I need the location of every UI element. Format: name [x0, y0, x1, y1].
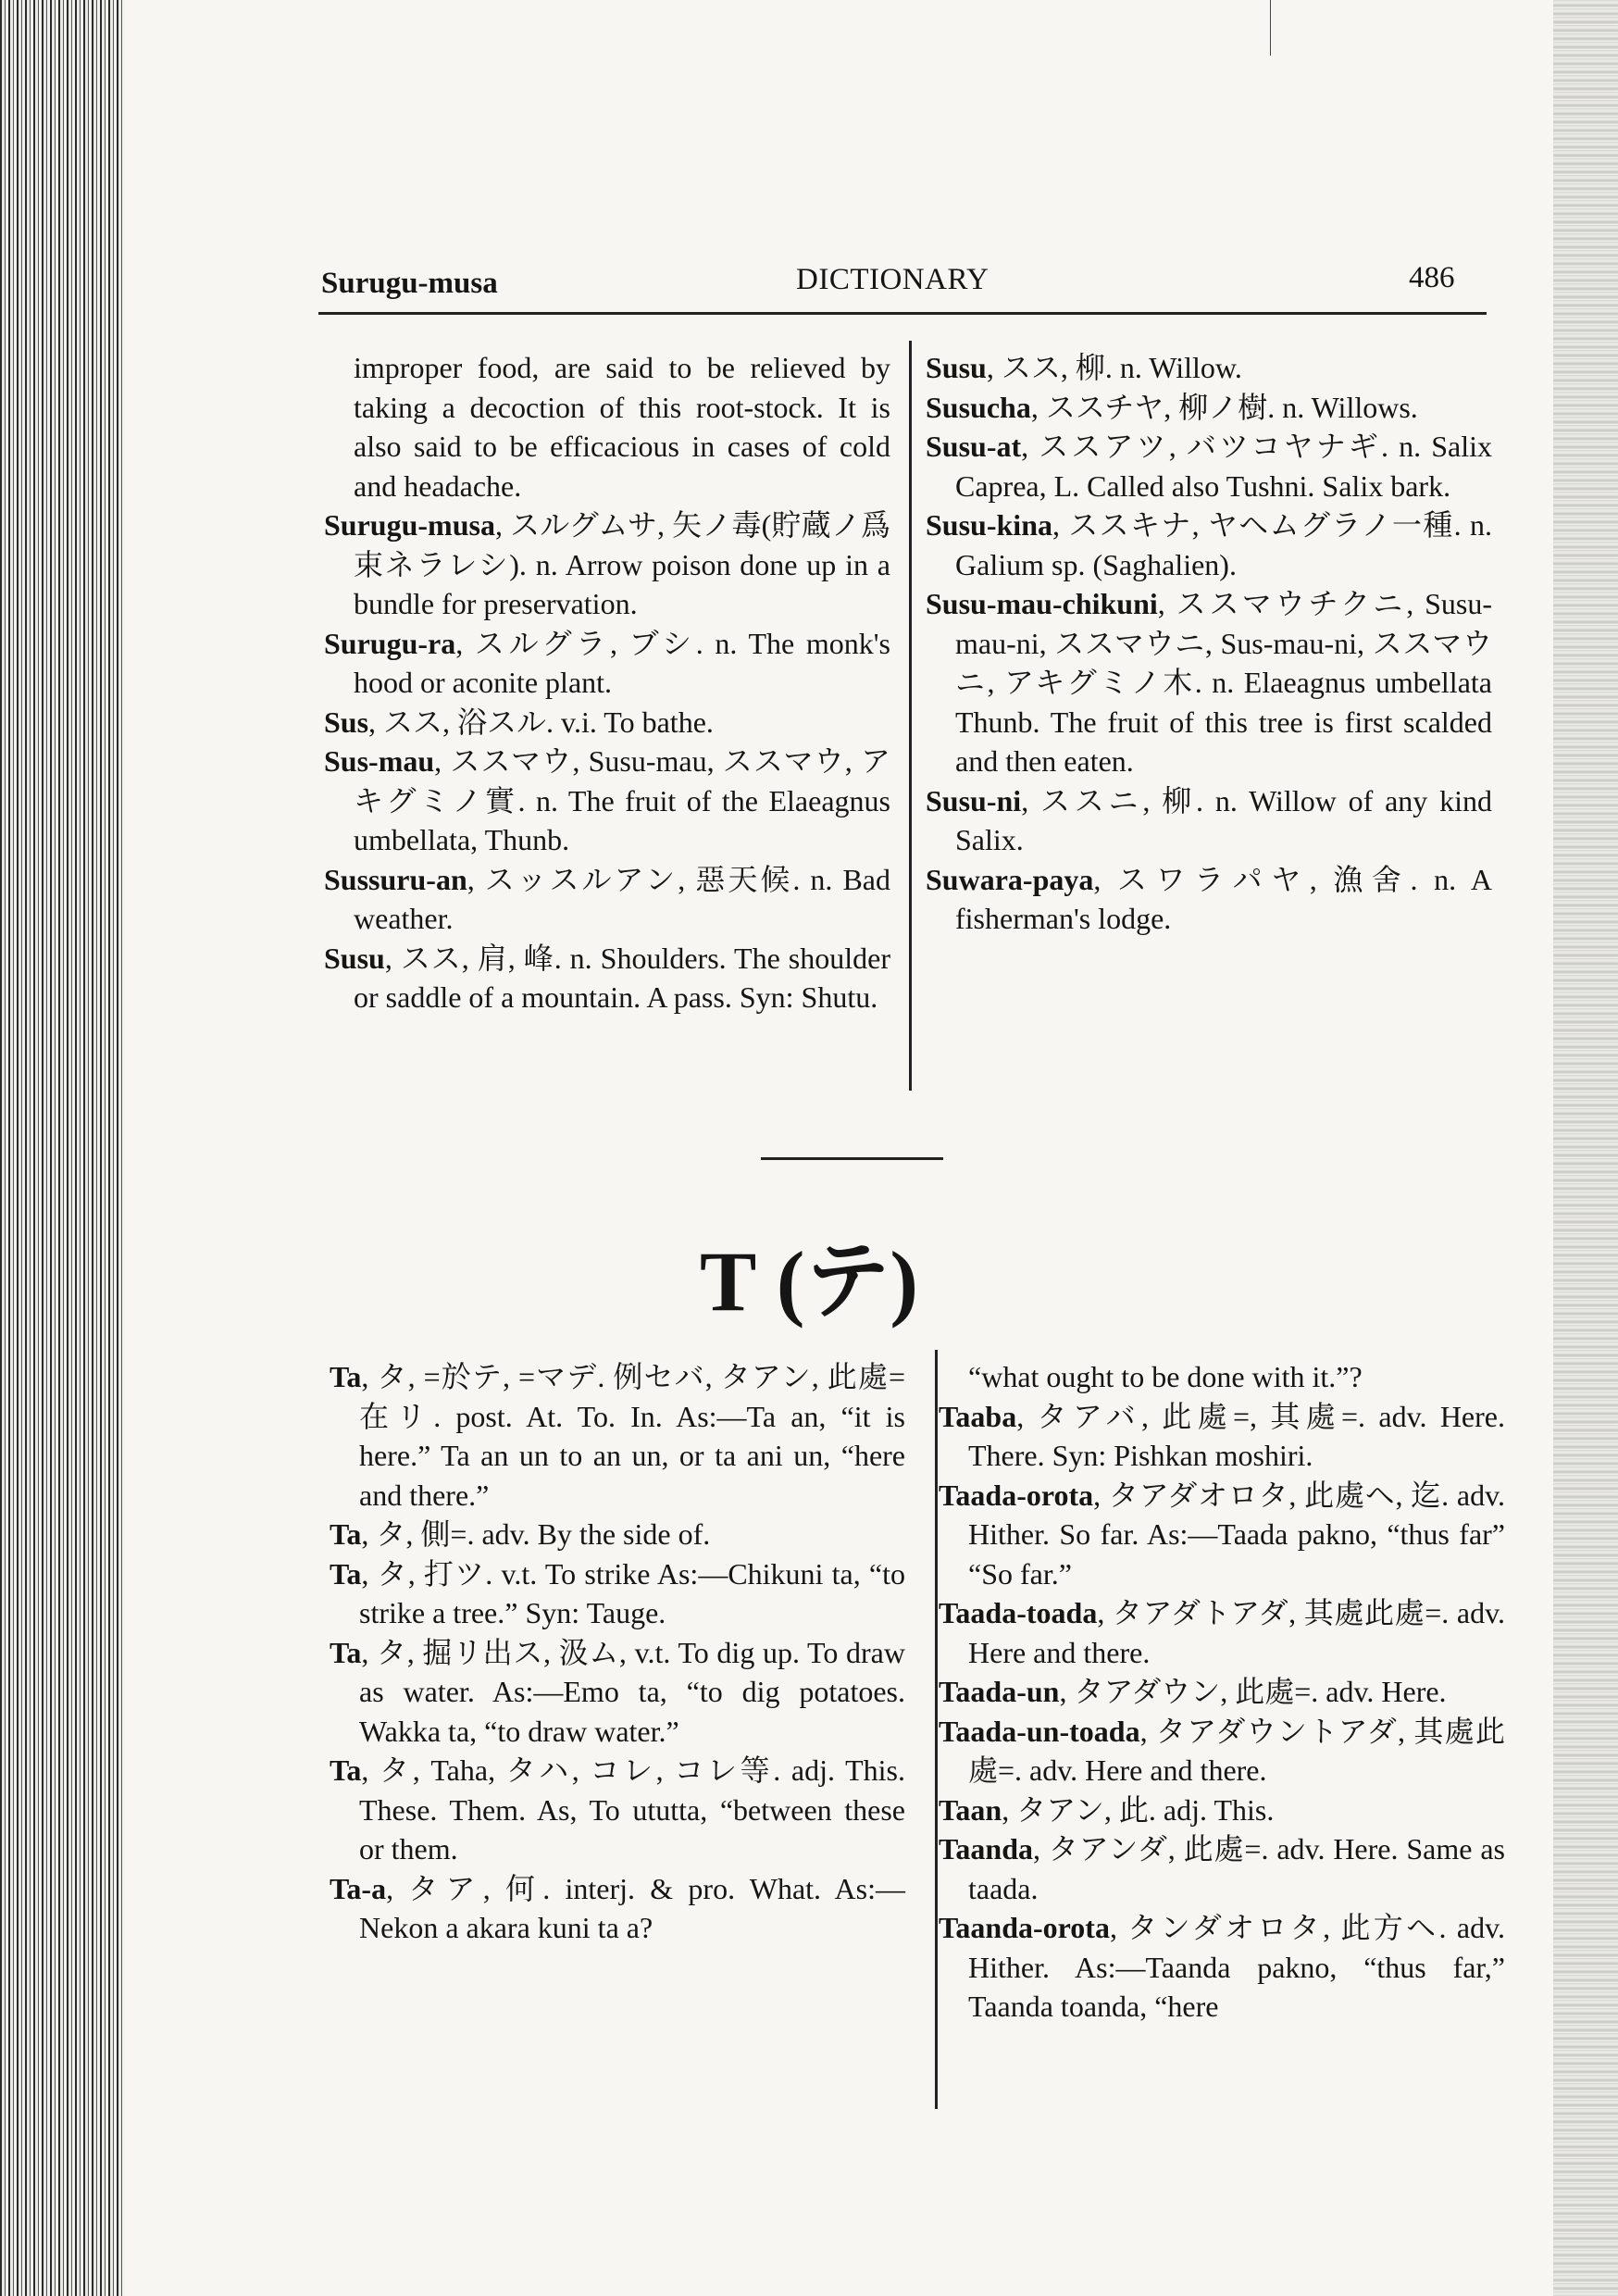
upper-column-divider — [909, 341, 912, 1091]
dictionary-entry: Ta-a, タア, 何. interj. & pro. What. As:—Nekon a akara kuni ta a? — [330, 1871, 905, 1944]
entry-continuation: “what ought to be done with it.”? — [968, 1360, 1363, 1393]
dictionary-entry: Taaba, タアバ, 此處=, 其處=. adv. Here. There. Syn: Pishkan moshiri. — [939, 1399, 1505, 1472]
dictionary-entry: Sus-mau, ススマウ, Susu-mau, ススマウ, アキグミノ實. n. The fruit of the Elaeagnus umbellata, Thunb. — [324, 744, 890, 856]
dictionary-entry: Sus, スス, 浴スル. v.i. To bathe. — [324, 705, 714, 739]
scanned-gutter — [0, 0, 125, 2296]
dictionary-entry: Ta, タ, 掘リ出ス, 汲ム, v.t. To dig up. To draw as water. As:—Emo ta, “to dig potatoes. Wakka ta, “to draw water.” — [330, 1635, 905, 1748]
dictionary-entry: Surugu-ra, スルグラ, ブシ. n. The monk's hood or aconite plant. — [324, 626, 890, 699]
upper-right-column — [926, 348, 1492, 939]
page-edge — [1553, 0, 1618, 2296]
running-head-title: DICTIONARY — [796, 263, 989, 296]
dictionary-entry: Susucha, ススチヤ, 柳ノ樹. n. Willows. — [926, 390, 1418, 424]
running-head-left: Surugu-musa — [321, 267, 498, 300]
lower-left-column — [330, 1357, 905, 1948]
upper-left-column — [324, 348, 890, 1017]
header-rule — [318, 312, 1487, 315]
dictionary-entry: Suwara-paya, スワラパヤ, 漁舍. n. A fisherman's lodge. — [926, 862, 1492, 935]
dictionary-entry: Ta, タ, =於テ, =マデ. 例セバ, タアン, 此處=在リ. post. At. To. In. As:—Ta an, “it is here.” Ta an un to an un, or ta ani un, “here and there.” — [330, 1360, 905, 1512]
dictionary-entry: Taada-un-toada, タアダウントアダ, 其處此處=. adv. Here and there. — [939, 1714, 1505, 1787]
dictionary-entry: Susu-kina, ススキナ, ヤヘムグラノ一種. n. Galium sp. (Saghalien). — [926, 508, 1492, 581]
dictionary-entry: Susu-mau-chikuni, ススマウチクニ, Susu-mau-ni, ススマウニ, Sus-mau-ni, ススマウニ, アキグミノ木. n. Elaeagnus umbellata Thunb. The fruit of this tree is first scalded and then eaten. — [926, 587, 1492, 778]
dictionary-entry: Sussuru-an, スッスルアン, 惡天候. n. Bad weather. — [324, 862, 890, 935]
dictionary-entry: Surugu-musa, スルグムサ, 矢ノ毒(貯蔵ノ爲束ネラレシ). n. Arrow poison done up in a bundle for preservation. — [324, 508, 890, 620]
dictionary-entry: Ta, タ, 打ツ. v.t. To strike As:—Chikuni ta, “to strike a tree.” Syn: Tauge. — [330, 1556, 905, 1629]
dictionary-entry: Susu, スス, 柳. n. Willow. — [926, 351, 1242, 384]
dictionary-entry: Susu, スス, 肩, 峰. n. Shoulders. The shoulder or saddle of a mountain. A pass. Syn: Shutu. — [324, 941, 890, 1014]
dictionary-entry: Taada-toada, タアダトアダ, 其處此處=. adv. Here and there. — [939, 1596, 1505, 1669]
top-rule — [1270, 0, 1271, 56]
page-number: 486 — [1409, 261, 1455, 294]
dictionary-entry: Susu-ni, ススニ, 柳. n. Willow of any kind Salix. — [926, 783, 1492, 856]
dictionary-entry: Taanda, タアンダ, 此處=. adv. Here. Same as taada. — [939, 1832, 1505, 1905]
section-heading: T (テ) — [700, 1234, 918, 1329]
lower-right-column — [939, 1357, 1505, 2027]
dictionary-entry: Taan, タアン, 此. adj. This. — [939, 1792, 1275, 1827]
dictionary-entry: Taada-un, タアダウン, 此處=. adv. Here. — [939, 1675, 1447, 1708]
dictionary-entry: Susu-at, ススアツ, バツコヤナギ. n. Salix Caprea, L. Called also Tushni. Salix bark. — [926, 430, 1492, 503]
section-rule — [761, 1157, 943, 1160]
dictionary-entry: Ta, タ, 側=. adv. By the side of. — [330, 1517, 711, 1551]
dictionary-entry: Taada-orota, タアダオロタ, 此處ヘ, 迄. adv. Hither. So far. As:—Taada pakno, “thus far” “So far.” — [939, 1478, 1505, 1591]
dictionary-entry: Ta, タ, Taha, タハ, コレ, コレ等. adj. This. These. Them. As, To ututta, “between these or them. — [330, 1753, 905, 1866]
dictionary-entry: Taanda-orota, タンダオロタ, 此方ヘ. adv. Hither. As:—Taanda pakno, “thus far,” Taanda toanda, “here — [939, 1911, 1505, 2023]
lower-column-divider — [935, 1350, 938, 2109]
entry-continuation: improper food, are said to be relieved by taking a decoction of this root-stock. It is also said to be efficacious in cases of cold and headache. — [354, 351, 890, 503]
